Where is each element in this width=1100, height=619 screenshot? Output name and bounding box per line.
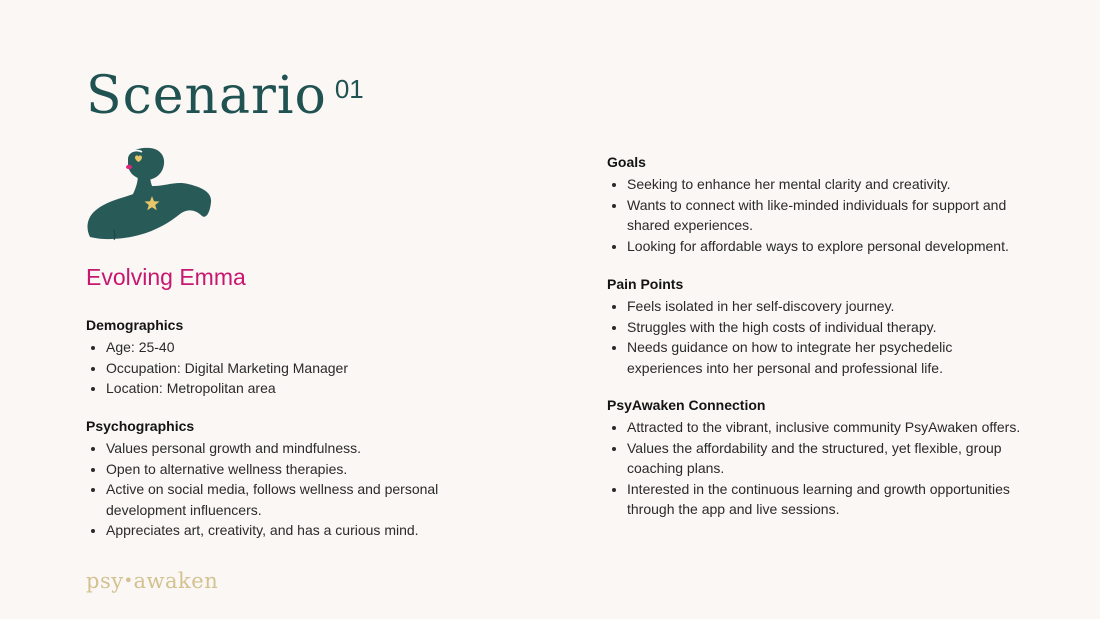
psyawaken-logo (86, 569, 218, 593)
goals-section (607, 153, 1037, 256)
psyawaken-connection-section (607, 396, 1027, 520)
connection-list (607, 417, 1027, 520)
figure-lips (126, 165, 132, 169)
title-text: Scenario (86, 66, 327, 126)
logo-right: awaken (133, 569, 219, 593)
list-item: • Struggles with the high costs of individual therapy. (627, 317, 1007, 338)
list-item: • Attracted to the vibrant, inclusive community PsyAwaken offers. (627, 417, 1027, 438)
figure-head (128, 148, 164, 180)
list-item: • Needs guidance on how to integrate her psychedelic experiences into her personal and professional life. (627, 337, 1007, 378)
list-item: • Values the affordability and the structured, yet flexible, group coaching plans. (627, 438, 1027, 479)
demographics-section (86, 316, 486, 399)
list-item: • Wants to connect with like-minded individuals for support and shared experiences. (627, 195, 1037, 236)
list-item: • Appreciates art, creativity, and has a curious mind. (106, 520, 476, 541)
psychographics-section (86, 417, 476, 541)
list-item: • Open to alternative wellness therapies. (106, 459, 476, 480)
page-title (86, 66, 364, 126)
list-item: • Looking for affordable ways to explore personal development. (627, 236, 1037, 257)
list-item: • Location: Metropolitan area (106, 378, 486, 399)
list-item: • Age: 25-40 (106, 337, 486, 358)
demographics-list (86, 337, 486, 399)
demographics-heading: Demographics (86, 317, 184, 333)
list-item: • Active on social media, follows wellness and personal development influencers. (106, 479, 476, 520)
list-item: • Seeking to enhance her mental clarity and creativity. (627, 174, 1037, 195)
psychographics-heading: Psychographics (86, 418, 195, 434)
list-item: • Values personal growth and mindfulness. (106, 438, 476, 459)
logo-dot: • (123, 571, 134, 590)
goals-list (607, 174, 1037, 256)
pain-points-heading: Pain Points (607, 276, 684, 292)
psychographics-list (86, 438, 476, 541)
persona-name: Evolving Emma (86, 264, 246, 290)
connection-heading: PsyAwaken Connection (607, 397, 766, 413)
scenario-number: 01 (334, 74, 364, 104)
pain-points-section (607, 275, 1007, 378)
logo-left: psy (86, 569, 124, 593)
goals-heading: Goals (607, 154, 646, 170)
persona-figure-illustration (84, 144, 216, 244)
list-item: • Feels isolated in her self-discovery journey. (627, 296, 1007, 317)
list-item: • Interested in the continuous learning and growth opportunities through the app and live sessions. (627, 479, 1027, 520)
pain-points-list (607, 296, 1007, 378)
list-item: • Occupation: Digital Marketing Manager (106, 358, 486, 379)
